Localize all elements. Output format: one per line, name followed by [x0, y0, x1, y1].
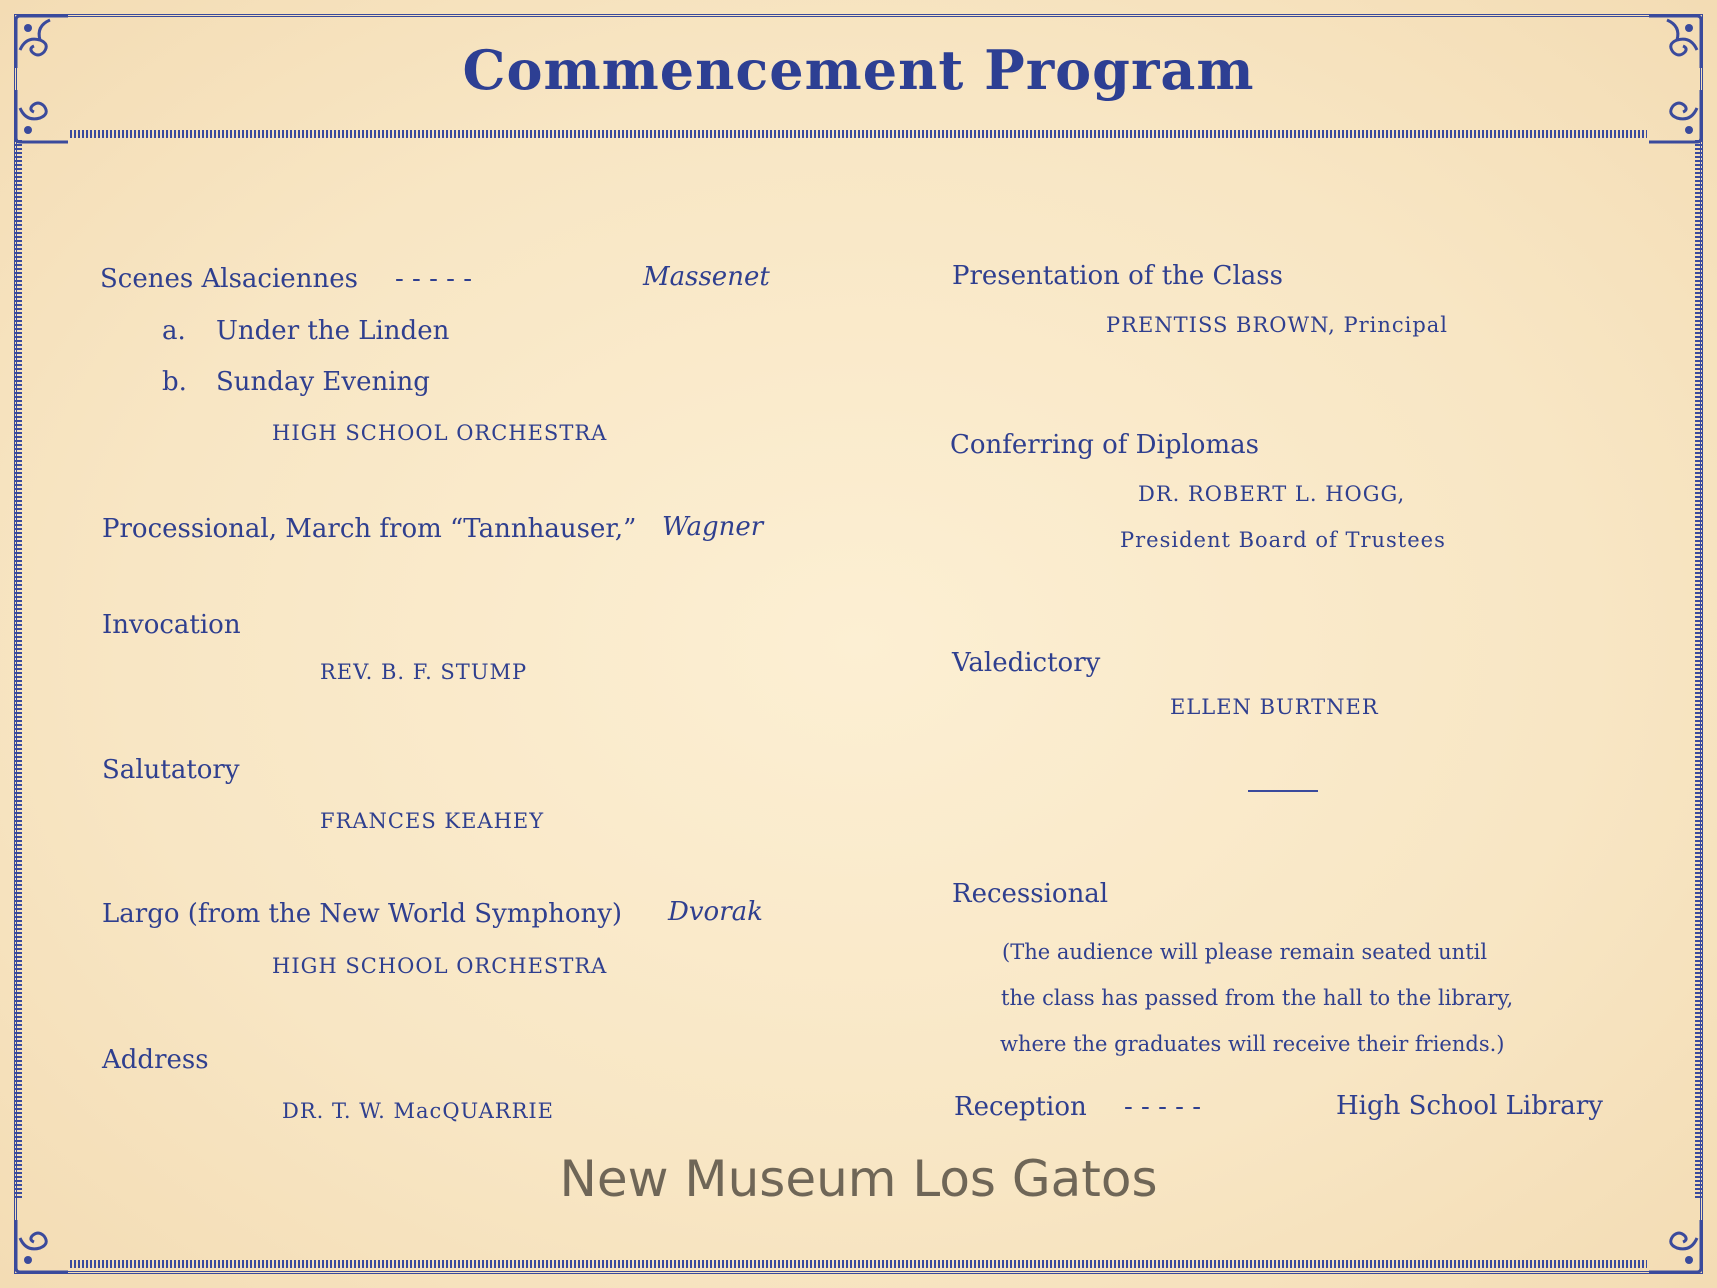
conferring: Conferring of Diplomas	[950, 430, 1259, 460]
processional-composer: Wagner	[662, 512, 764, 542]
orchestra-credit-1: HIGH SCHOOL ORCHESTRA	[272, 421, 608, 445]
valedictory: Valedictory	[952, 648, 1101, 678]
corner-ornament-icon	[10, 1214, 74, 1278]
right-border	[1695, 140, 1702, 1198]
reception-place: High School Library	[1336, 1091, 1603, 1121]
recessional: Recessional	[952, 879, 1109, 909]
page-border	[14, 14, 1703, 1274]
presentation-by: PRENTISS BROWN, Principal	[1106, 313, 1449, 337]
valedictory-by: ELLEN BURTNER	[1170, 695, 1379, 719]
scenes-composer: Massenet	[643, 262, 770, 292]
presentation: Presentation of the Class	[952, 261, 1283, 291]
item-a: Under the Linden	[216, 316, 450, 346]
left-border	[15, 140, 22, 1198]
item-a-letter: a.	[162, 316, 186, 346]
scenes-title: Scenes Alsaciennes	[100, 264, 358, 294]
bottom-border	[70, 1260, 1647, 1268]
address-by: DR. T. W. MacQUARRIE	[282, 1099, 554, 1123]
orchestra-credit-2: HIGH SCHOOL ORCHESTRA	[272, 954, 608, 978]
reception-dashes: - - - - -	[1124, 1092, 1201, 1122]
corner-ornament-icon	[1643, 1214, 1707, 1278]
page-title: Commencement Program	[462, 38, 1255, 102]
conferring-role: President Board of Trustees	[1120, 528, 1446, 552]
largo: Largo (from the New World Symphony)	[102, 899, 623, 929]
item-b: Sunday Evening	[216, 367, 430, 397]
note-line-2: the class has passed from the hall to the library,	[1001, 986, 1514, 1010]
conferring-by: DR. ROBERT L. HOGG,	[1138, 482, 1406, 506]
header-divider	[70, 130, 1647, 138]
watermark: New Museum Los Gatos	[559, 1150, 1158, 1208]
processional: Processional, March from “Tannhauser,”	[102, 514, 637, 544]
largo-composer: Dvorak	[668, 897, 763, 927]
address: Address	[102, 1045, 209, 1075]
note-line-3: where the graduates will receive their friends.)	[1000, 1032, 1505, 1056]
salutatory-by: FRANCES KEAHEY	[320, 809, 545, 833]
reception: Reception	[954, 1092, 1087, 1122]
salutatory: Salutatory	[102, 755, 240, 785]
note-line-1: (The audience will please remain seated until	[1002, 940, 1488, 964]
item-b-letter: b.	[162, 367, 187, 397]
invocation-by: REV. B. F. STUMP	[320, 660, 528, 684]
divider-rule	[1248, 790, 1318, 792]
invocation: Invocation	[102, 610, 241, 640]
scenes-dashes: - - - - -	[395, 264, 472, 294]
